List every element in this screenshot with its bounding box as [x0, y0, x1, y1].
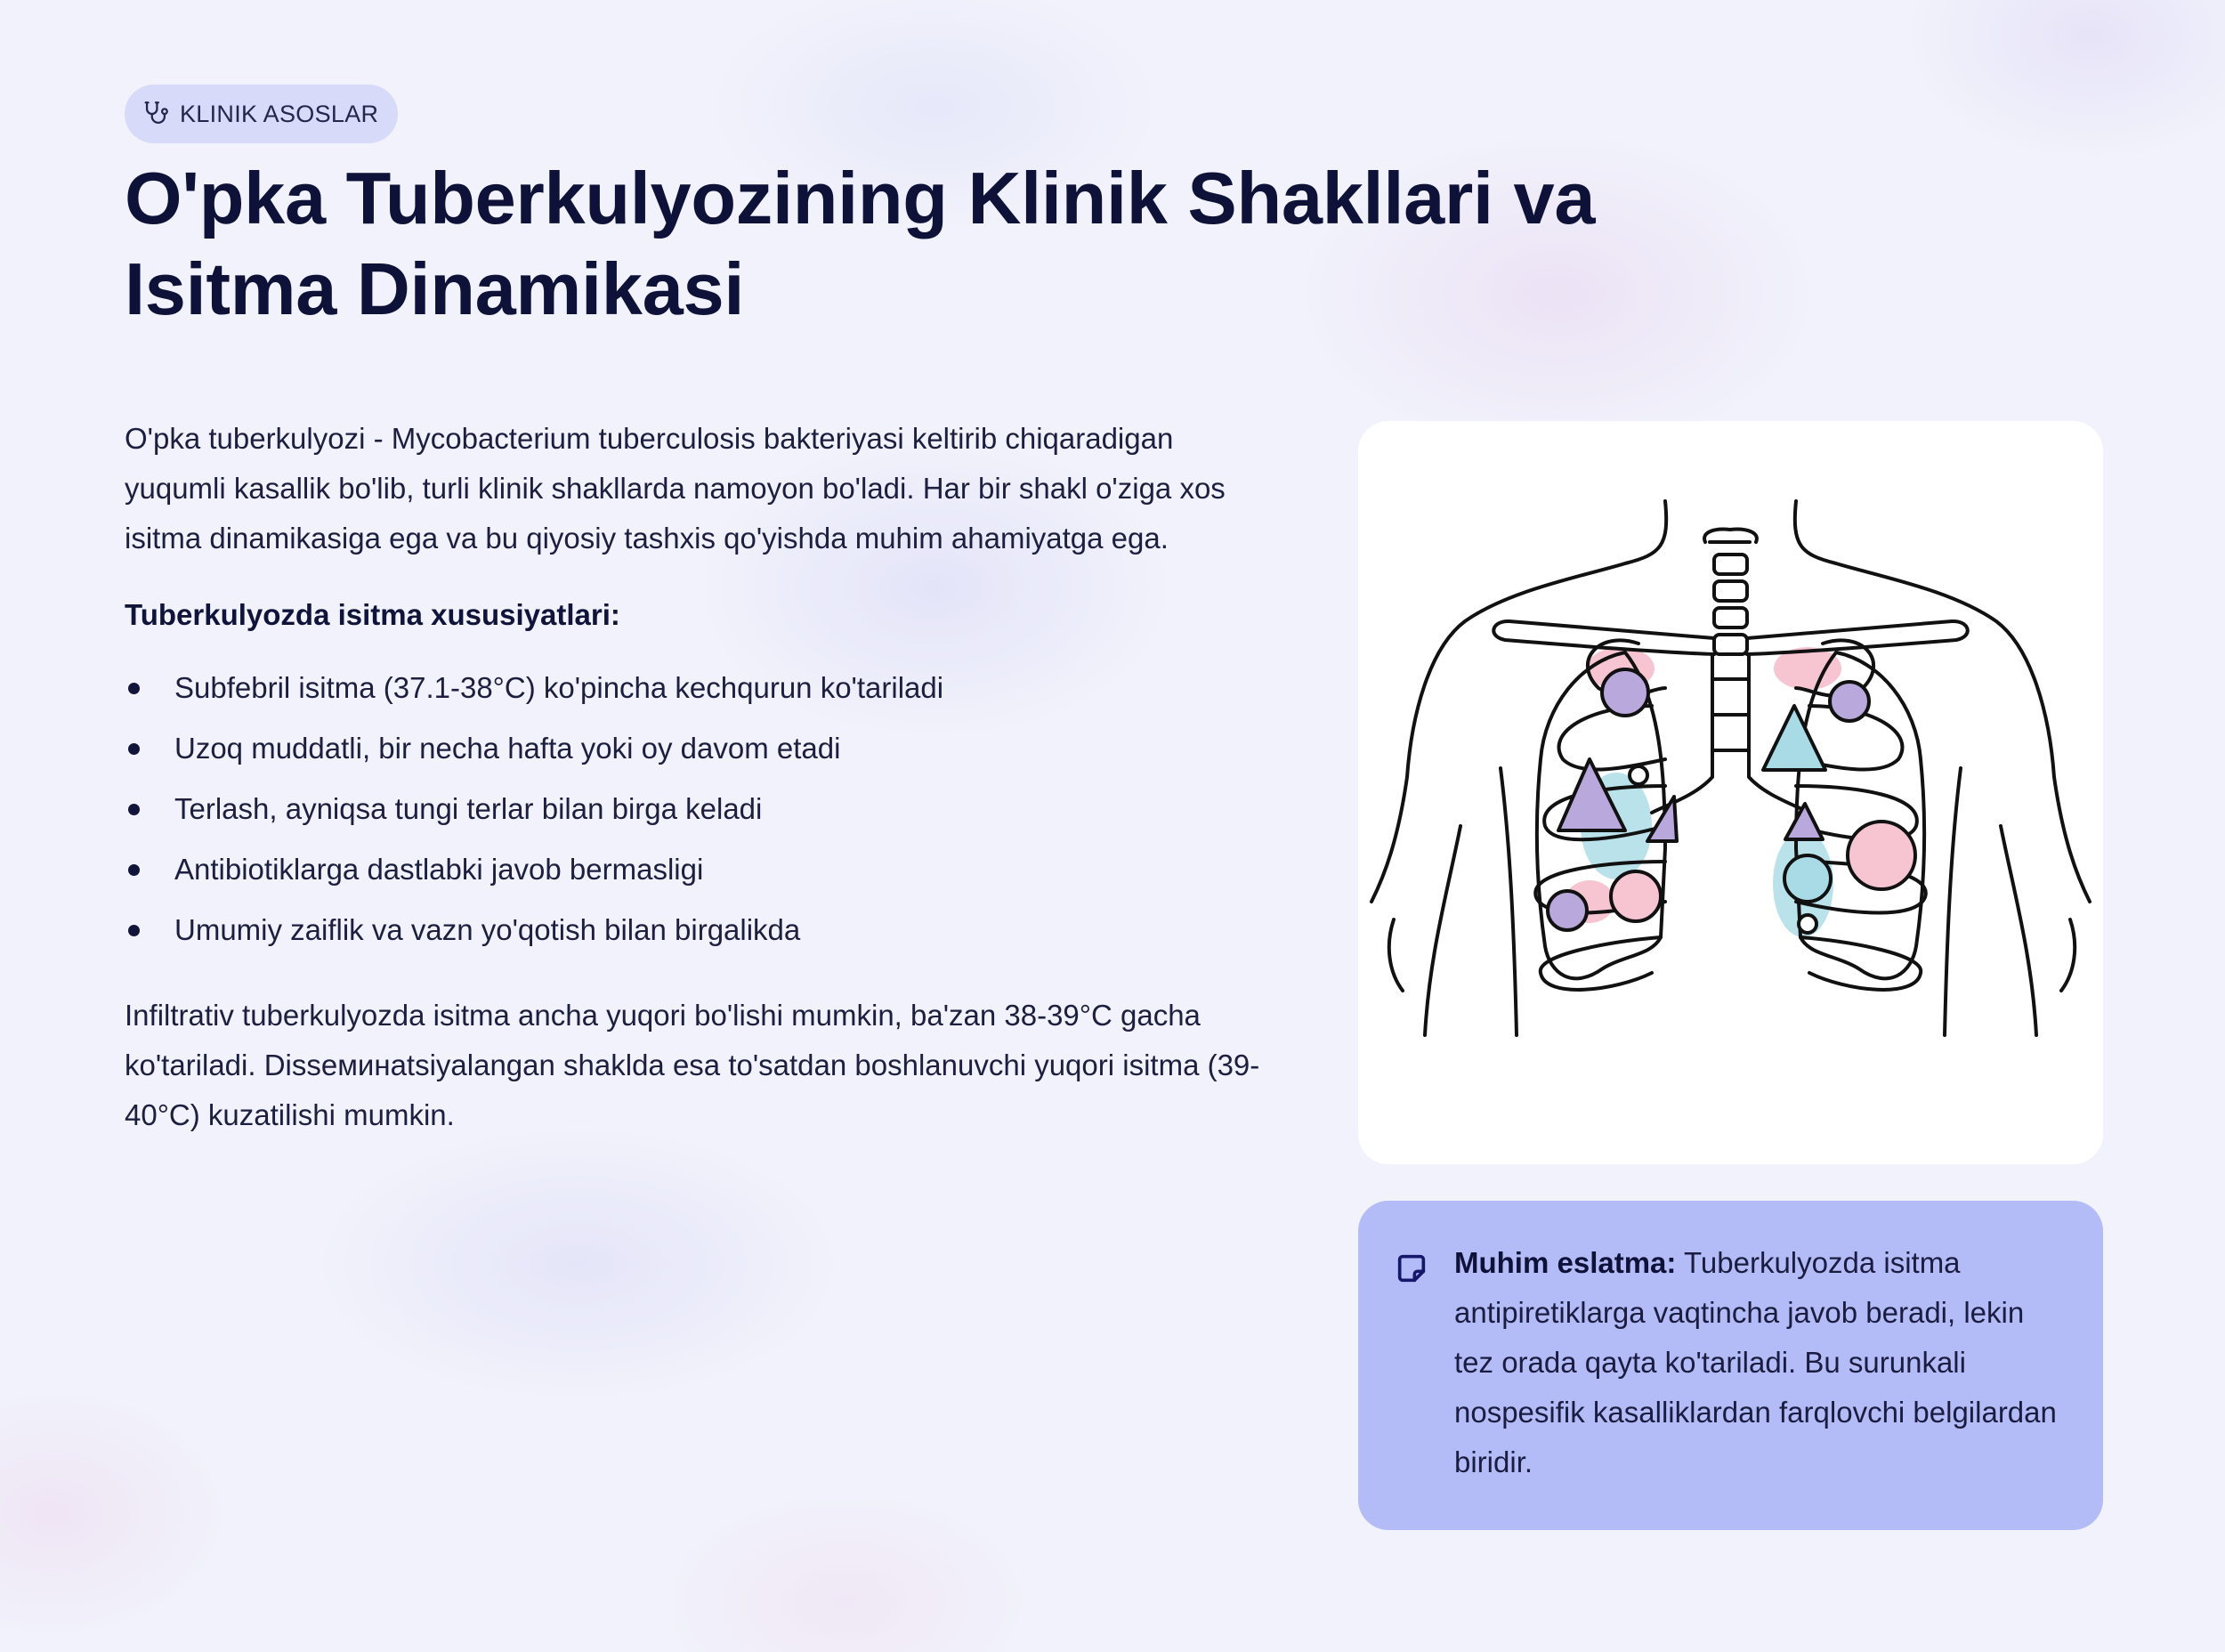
note-card	[1358, 1201, 2103, 1530]
badge-label: KLINIK ASOSLAR	[180, 100, 379, 127]
note-text	[1454, 1238, 2059, 1530]
note-label: Muhim eslatma:	[1454, 1246, 1677, 1279]
list-item	[125, 724, 1282, 784]
list-item	[125, 784, 1282, 845]
bullet-icon	[128, 683, 140, 694]
illustration-card	[1358, 421, 2103, 1164]
list-item	[125, 845, 1282, 905]
note-body: Tuberkulyozda isitma antipiretiklarga vaqtincha javob beradi, lekin tez orada qayta ko'tariladi. Bu surunkali nospesifik kasalliklardan farqlovchi belgilardan biridir.	[1454, 1246, 2057, 1478]
list-item-text: Terlash, ayniqsa tungi terlar bilan birga keladi	[174, 792, 763, 825]
stethoscope-icon	[141, 99, 171, 129]
section-badge	[125, 85, 398, 143]
main-content	[125, 414, 1282, 1140]
list-item-text: Antibiotiklarga dastlabki javob bermasligi	[174, 853, 704, 886]
bullet-icon	[128, 743, 140, 755]
intro-paragraph: O'pka tuberkulyozi - Mycobacterium tuberculosis bakteriyasi keltirib chiqaradigan yuqumli kasallik bo'lib, turli klinik shakllarda namoyon bo'ladi. Har bir shakl o'ziga xos isitma dinamikasiga ega va bu qiyosiy tashxis qo'yishda muhim ahamiyatga ega.	[125, 422, 1226, 555]
list-item-text: Uzoq muddatli, bir necha hafta yoki oy davom etadi	[174, 732, 841, 765]
list-item-text: Subfebril isitma (37.1-38°C) ko'pincha kechqurun ko'tariladi	[174, 671, 944, 704]
page-title: O'pka Tuberkulyozining Klinik Shakllari va Isitma Dinamikasi	[125, 157, 1596, 330]
bullet-icon	[128, 925, 140, 936]
list-item	[125, 905, 1282, 966]
sticky-note-icon	[1394, 1251, 1429, 1286]
outro-paragraph: Infiltrativ tuberkulyozda isitma ancha yuqori bo'lishi mumkin, ba'zan 38-39°C gacha ko'tariladi. Disseминatsiyalangan shaklda esa to'satdan boshlanuvchi yuqori isitma (39-40°C) kuzatilishi mumkin.	[125, 999, 1260, 1131]
list-item-text: Umumiy zaiflik va vazn yo'qotish bilan birgalikda	[174, 913, 801, 946]
bullet-icon	[128, 864, 140, 876]
list-item	[125, 663, 1282, 724]
features-heading: Tuberkulyozda isitma xususiyatlari:	[125, 598, 620, 631]
bullet-icon	[128, 804, 140, 815]
chest-lungs-illustration	[1358, 421, 2103, 1164]
features-list	[125, 663, 1282, 966]
